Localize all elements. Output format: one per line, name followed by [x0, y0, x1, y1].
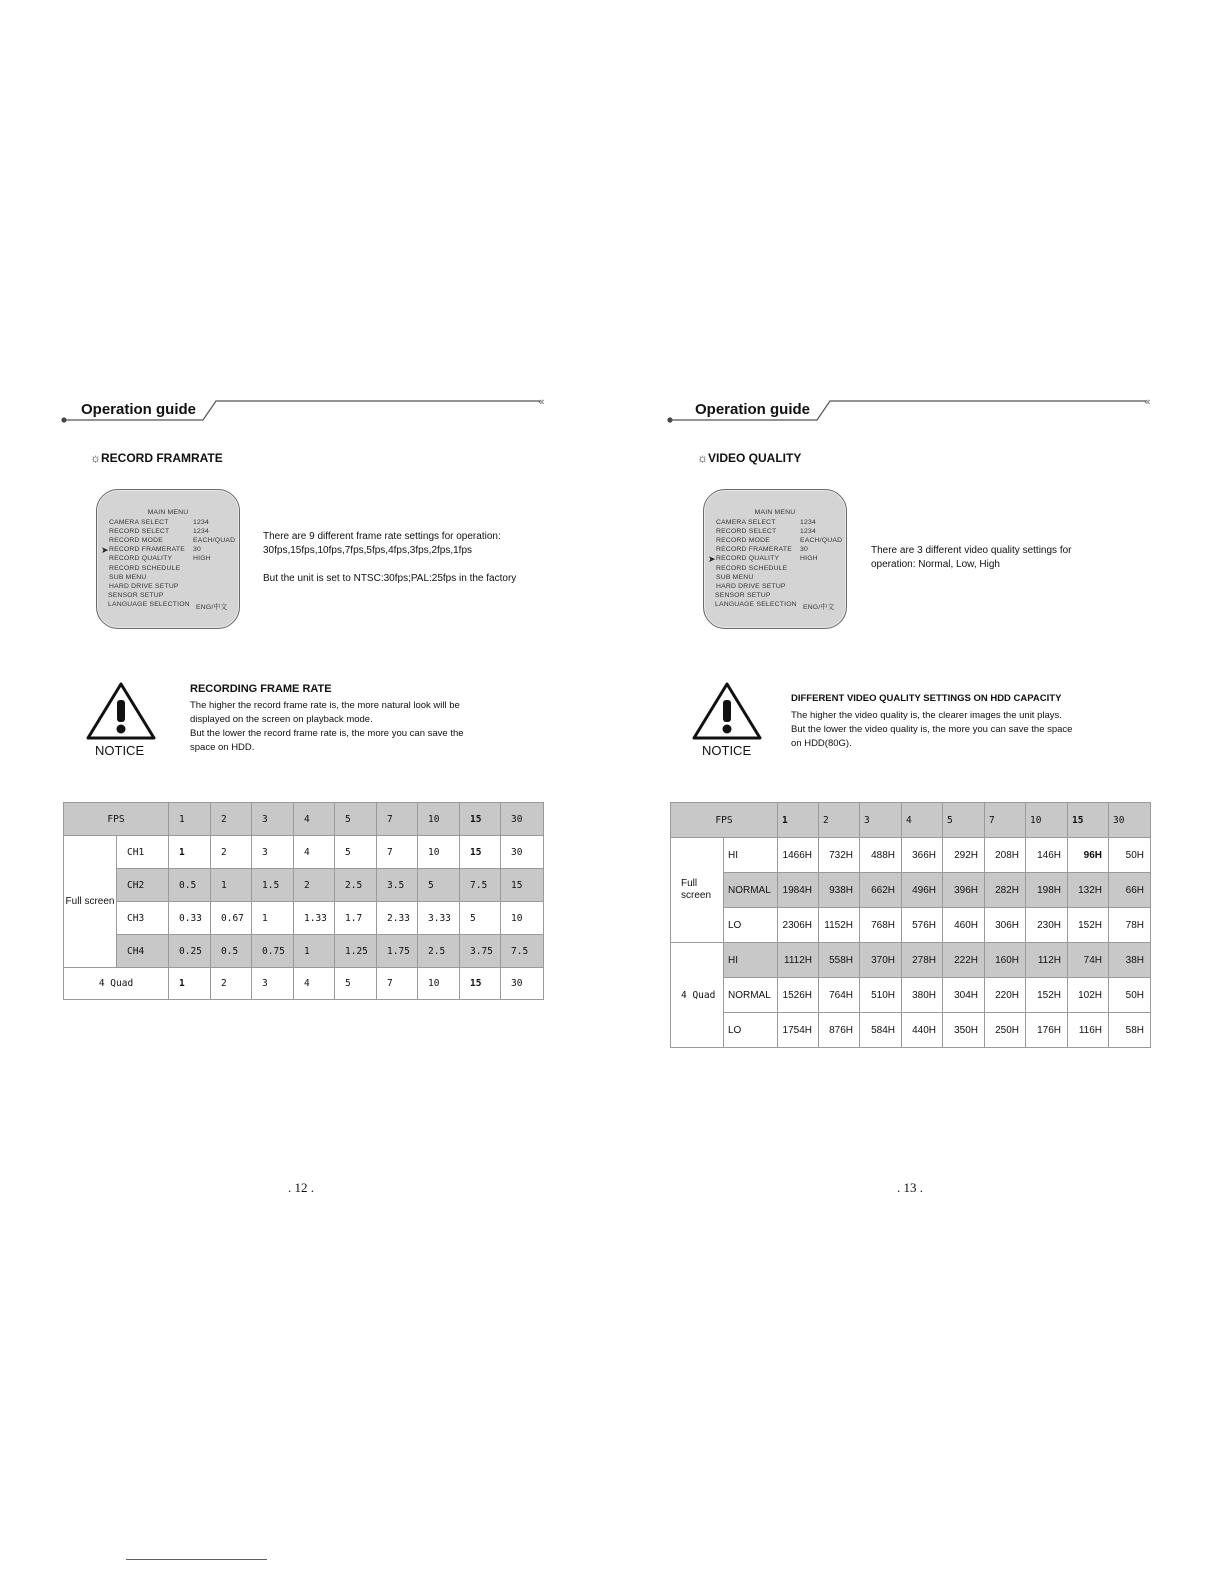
section-title: ☼RECORD FRAMRATE [90, 451, 223, 465]
menu-title: MAIN MENU [147, 509, 189, 516]
table-cell: 306H [985, 908, 1026, 943]
table-cell: 7.5 [460, 869, 501, 902]
notice-line: space on HDD. [190, 742, 255, 753]
menu-item-label: RECORD SCHEDULE [109, 564, 181, 572]
table-cell: 584H [860, 1013, 902, 1048]
menu-item-value: 30 [800, 546, 808, 554]
table-cell: 7 [377, 836, 418, 869]
notice-line: displayed on the screen on playback mode. [190, 714, 373, 725]
menu-item-value: HIGH [193, 555, 211, 563]
fps-column-header: 4 [902, 803, 943, 838]
table-cell: 282H [985, 873, 1026, 908]
fps-column-header: 5 [943, 803, 985, 838]
menu-item-label: LANGUAGE SELECTION [108, 600, 190, 608]
menu-item-value: 1234 [193, 528, 209, 536]
menu-item-label: RECORD QUALITY [716, 555, 780, 563]
menu-item-label: HARD DRIVE SETUP [109, 582, 179, 590]
table-cell: 1.25 [335, 935, 377, 968]
table-cell: 1 [211, 869, 252, 902]
selection-arrow-icon: ➤ [708, 554, 716, 565]
table-cell: 380H [902, 978, 943, 1013]
table-cell: 160H [985, 943, 1026, 978]
table-cell: 230H [1026, 908, 1068, 943]
fps-column-header: 10 [1026, 803, 1068, 838]
menu-item-label: RECORD SELECT [109, 528, 170, 536]
channel-label: CH3 [117, 902, 169, 935]
fps-column-header: 2 [819, 803, 860, 838]
menu-item-label: HARD DRIVE SETUP [716, 582, 786, 590]
menu-item-value: EACH/QUAD [800, 537, 843, 545]
table-cell: 2 [211, 968, 252, 1000]
menu-item-label: SUB MENU [716, 573, 754, 581]
table-cell: 1.5 [252, 869, 294, 902]
table-cell: 5 [335, 968, 377, 1000]
notice-line: The higher the record frame rate is, the more natural look will be [190, 700, 460, 711]
table-cell: 3.33 [418, 902, 460, 935]
table-cell: 292H [943, 838, 985, 873]
section-title: ☼VIDEO QUALITY [697, 451, 802, 465]
table-cell: 370H [860, 943, 902, 978]
table-cell: 1152H [819, 908, 860, 943]
table-cell: 576H [902, 908, 943, 943]
table-cell: 0.5 [169, 869, 211, 902]
table-cell: 488H [860, 838, 902, 873]
menu-item-label: RECORD SCHEDULE [716, 564, 788, 572]
table-cell: 15 [460, 836, 501, 869]
quality-label: LO [724, 908, 778, 943]
table-cell: 1 [252, 902, 294, 935]
table-cell: 78H [1109, 908, 1151, 943]
table-cell: 496H [902, 873, 943, 908]
table-cell: 146H [1026, 838, 1068, 873]
table-cell: 0.75 [252, 935, 294, 968]
notice-line: on HDD(80G). [791, 738, 852, 749]
table-cell: 1.75 [377, 935, 418, 968]
table-cell: 460H [943, 908, 985, 943]
description-line: There are 3 different video quality settings for [871, 545, 1072, 556]
fps-column-header: 2 [211, 803, 252, 836]
fps-column-header: 5 [335, 803, 377, 836]
fps-header: FPS [64, 803, 169, 836]
menu-title: MAIN MENU [754, 509, 796, 516]
menu-item-label: SENSOR SETUP [715, 591, 771, 599]
fps-header: FPS [671, 803, 778, 838]
table-cell: 1526H [778, 978, 819, 1013]
video-quality-table [670, 802, 1151, 1048]
channel-label: CH2 [117, 869, 169, 902]
quad-label: 4 Quad [671, 943, 724, 1048]
table-cell: 4 [294, 836, 335, 869]
table-cell: 396H [943, 873, 985, 908]
menu-item-label: RECORD QUALITY [109, 555, 173, 563]
table-cell: 1112H [778, 943, 819, 978]
table-cell: 304H [943, 978, 985, 1013]
page-number: . 13 . [897, 1180, 923, 1195]
channel-label: CH4 [117, 935, 169, 968]
quality-label: HI [724, 943, 778, 978]
fps-column-header: 3 [252, 803, 294, 836]
selection-arrow-icon: ➤ [101, 545, 109, 556]
quality-label: HI [724, 838, 778, 873]
quality-label: LO [724, 1013, 778, 1048]
table-cell: 876H [819, 1013, 860, 1048]
notice-label: NOTICE [95, 743, 145, 758]
table-cell: 7.5 [501, 935, 544, 968]
table-cell: 5 [460, 902, 501, 935]
table-cell: 350H [943, 1013, 985, 1048]
fps-column-header: 1 [778, 803, 819, 838]
fps-column-header: 15 [460, 803, 501, 836]
table-cell: 132H [1068, 873, 1109, 908]
fps-column-header: 7 [377, 803, 418, 836]
table-cell: 3 [252, 836, 294, 869]
table-cell: 3.5 [377, 869, 418, 902]
full-screen-label: Full screen [64, 836, 117, 968]
table-cell: 102H [1068, 978, 1109, 1013]
main-menu-screen [703, 489, 847, 629]
table-cell: 1754H [778, 1013, 819, 1048]
table-cell: 222H [943, 943, 985, 978]
table-cell: 152H [1068, 908, 1109, 943]
notice-body [791, 709, 1072, 751]
table-cell: 732H [819, 838, 860, 873]
table-cell: 5 [335, 836, 377, 869]
table-cell: 1.7 [335, 902, 377, 935]
notice-line: The higher the video quality is, the clearer images the unit plays. [791, 710, 1062, 721]
menu-item-value: 1234 [800, 519, 816, 526]
table-cell: 10 [501, 902, 544, 935]
menu-item-label: RECORD SELECT [716, 528, 777, 536]
menu-item-label: RECORD FRAMERATE [716, 546, 792, 554]
table-cell: 366H [902, 838, 943, 873]
menu-item-label: SENSOR SETUP [108, 591, 164, 599]
menu-item-label: LANGUAGE SELECTION [715, 600, 797, 608]
fps-column-header: 30 [501, 803, 544, 836]
fps-column-header: 7 [985, 803, 1026, 838]
menu-item-value: EACH/QUAD [193, 537, 236, 545]
menu-item-label: CAMERA SELECT [109, 519, 169, 526]
menu-item-value: 1234 [193, 519, 209, 526]
table-cell: 440H [902, 1013, 943, 1048]
table-cell: 1984H [778, 873, 819, 908]
description-line: 30fps,15fps,10fps,7fps,5fps,4fps,3fps,2fps,1fps [263, 545, 473, 556]
table-cell: 4 [294, 968, 335, 1000]
table-cell: 938H [819, 873, 860, 908]
warning-icon [86, 682, 156, 740]
menu-item-value: 30 [193, 546, 201, 554]
fps-column-header: 3 [860, 803, 902, 838]
fps-column-header: 15 [1068, 803, 1109, 838]
notice-body [190, 699, 464, 755]
table-cell: 2.33 [377, 902, 418, 935]
header-title: Operation guide [695, 401, 811, 418]
table-cell: 278H [902, 943, 943, 978]
table-cell: 1466H [778, 838, 819, 873]
table-cell: 2.5 [335, 869, 377, 902]
table-cell: 3 [252, 968, 294, 1000]
table-cell: 30 [501, 968, 544, 1000]
menu-item-value: HIGH [800, 555, 818, 563]
description-line: operation: Normal, Low, High [871, 559, 1000, 570]
table-cell: 74H [1068, 943, 1109, 978]
table-cell: 38H [1109, 943, 1151, 978]
table-cell: 208H [985, 838, 1026, 873]
notice-label: NOTICE [702, 743, 752, 758]
table-cell: 1 [169, 968, 211, 1000]
table-cell: 0.33 [169, 902, 211, 935]
table-cell: 10 [418, 836, 460, 869]
frame-rate-table [63, 802, 544, 1000]
table-cell: 220H [985, 978, 1026, 1013]
svg-text:«: « [538, 395, 545, 408]
menu-item-value: 1234 [800, 528, 816, 536]
table-cell: 198H [1026, 873, 1068, 908]
description-line: There are 9 different frame rate settings for operation: [263, 531, 501, 542]
channel-label: CH1 [117, 836, 169, 869]
table-cell: 0.5 [211, 935, 252, 968]
fps-column-header: 4 [294, 803, 335, 836]
full-screen-label: Full screen [671, 838, 724, 943]
header-title: Operation guide [81, 401, 197, 418]
notice-heading: DIFFERENT VIDEO QUALITY SETTINGS ON HDD CAPACITY [791, 693, 1062, 704]
table-cell: 96H [1068, 838, 1109, 873]
table-cell: 66H [1109, 873, 1151, 908]
table-cell: 15 [501, 869, 544, 902]
table-cell: 10 [418, 968, 460, 1000]
table-cell: 58H [1109, 1013, 1151, 1048]
table-cell: 3.75 [460, 935, 501, 968]
table-cell: 0.67 [211, 902, 252, 935]
svg-text:«: « [1144, 395, 1151, 408]
table-cell: 15 [460, 968, 501, 1000]
table-cell: 1 [169, 836, 211, 869]
fps-column-header: 10 [418, 803, 460, 836]
menu-item-value: ENG/中文 [803, 603, 835, 611]
warning-icon [692, 682, 762, 740]
table-cell: 558H [819, 943, 860, 978]
fps-column-header: 1 [169, 803, 211, 836]
table-cell: 30 [501, 836, 544, 869]
table-cell: 176H [1026, 1013, 1068, 1048]
main-menu-screen [96, 489, 240, 629]
table-cell: 112H [1026, 943, 1068, 978]
quality-label: NORMAL [724, 873, 778, 908]
footer-link-rule [126, 1559, 267, 1560]
notice-line: But the lower the video quality is, the more you can save the space [791, 724, 1073, 735]
table-cell: 116H [1068, 1013, 1109, 1048]
menu-item-value: ENG/中文 [196, 603, 228, 611]
menu-item-label: RECORD MODE [109, 537, 163, 545]
table-cell: 1 [294, 935, 335, 968]
table-cell: 2.5 [418, 935, 460, 968]
table-cell: 510H [860, 978, 902, 1013]
fps-column-header: 30 [1109, 803, 1151, 838]
table-cell: 7 [377, 968, 418, 1000]
table-cell: 2 [211, 836, 252, 869]
notice-line: But the lower the record frame rate is, the more you can save the [190, 728, 464, 739]
menu-item-label: RECORD MODE [716, 537, 770, 545]
table-cell: 5 [418, 869, 460, 902]
menu-item-label: SUB MENU [109, 573, 147, 581]
page-number: . 12 . [288, 1180, 314, 1195]
table-cell: 50H [1109, 838, 1151, 873]
table-cell: 50H [1109, 978, 1151, 1013]
quad-label: 4 Quad [64, 968, 169, 1000]
table-cell: 1.33 [294, 902, 335, 935]
table-cell: 2306H [778, 908, 819, 943]
table-cell: 764H [819, 978, 860, 1013]
table-cell: 2 [294, 869, 335, 902]
table-cell: 662H [860, 873, 902, 908]
table-cell: 0.25 [169, 935, 211, 968]
description [263, 530, 516, 586]
description-line: But the unit is set to NTSC:30fps;PAL:25fps in the factory [263, 573, 517, 584]
description [871, 544, 1071, 572]
notice-heading: RECORDING FRAME RATE [190, 683, 332, 695]
table-cell: 250H [985, 1013, 1026, 1048]
quality-label: NORMAL [724, 978, 778, 1013]
table-cell: 152H [1026, 978, 1068, 1013]
menu-item-label: RECORD FRAMERATE [109, 546, 185, 554]
table-cell: 768H [860, 908, 902, 943]
menu-item-label: CAMERA SELECT [716, 519, 776, 526]
